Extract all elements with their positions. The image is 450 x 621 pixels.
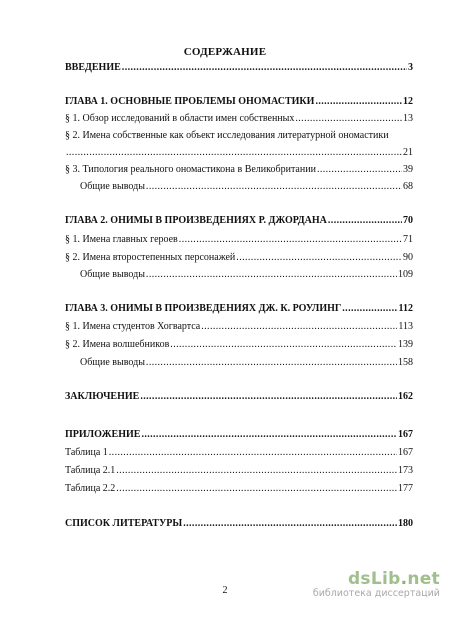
toc-entry-chapter-1[interactable] [65, 96, 413, 108]
dot-leader [140, 391, 397, 403]
toc-entry-page: 180 [398, 518, 413, 529]
toc-entry-table-2-1[interactable] [65, 465, 413, 477]
toc-entry-label: ЗАКЛЮЧЕНИЕ [65, 391, 140, 402]
toc-entry-page: 21 [403, 147, 413, 158]
toc-entry-chapter-3-conclusions[interactable] [80, 357, 413, 369]
toc-entry-chapter-2-section-2[interactable] [65, 252, 413, 264]
toc-entry-chapter-1-section-1[interactable] [65, 113, 413, 125]
toc-entry-label: § 1. Имена главных героев [65, 234, 178, 245]
toc-entry-chapter-3-section-2[interactable] [65, 339, 413, 351]
toc-entry-chapter-2-section-1[interactable] [65, 234, 413, 246]
dot-leader [116, 483, 397, 495]
toc-entry-page: 113 [398, 321, 413, 332]
dot-leader [146, 357, 397, 369]
watermark [270, 569, 440, 599]
toc-entry-page: 12 [403, 96, 413, 107]
dot-leader [317, 164, 402, 176]
toc-entry-chapter-1-section-2-line-1[interactable]: § 2. Имена собственные как объект исследования литературной ономастики [65, 130, 389, 141]
toc-entry-label: Таблица 1 [65, 447, 108, 458]
toc-entry-page: 158 [398, 357, 413, 368]
dot-leader [179, 234, 402, 246]
dot-leader [183, 518, 397, 530]
dot-leader [201, 321, 397, 333]
dot-leader [295, 113, 402, 125]
toc-entry-label: ВВЕДЕНИЕ [65, 62, 121, 73]
toc-entry-label: ГЛАВА 1. ОСНОВНЫЕ ПРОБЛЕМЫ ОНОМАСТИКИ [65, 96, 315, 107]
toc-entry-page: 70 [403, 215, 413, 226]
toc-entry-appendix[interactable] [65, 429, 413, 441]
dot-leader [146, 269, 397, 281]
toc-entry-page: 139 [398, 339, 413, 350]
watermark-subtitle: библиотека диссертаций [312, 588, 440, 599]
toc-entry-label: Общие выводы [80, 269, 145, 280]
watermark-logo-dot: . [400, 569, 408, 589]
toc-entry-label: СПИСОК ЛИТЕРАТУРЫ [65, 518, 183, 529]
dot-leader [328, 215, 402, 227]
toc-entry-label: § 2. Имена волшебников [65, 339, 170, 350]
toc-entry-chapter-3-section-1[interactable] [65, 321, 413, 333]
toc-entry-page: 162 [398, 391, 413, 402]
dot-leader [146, 181, 402, 193]
toc-entry-page: 167 [398, 429, 413, 440]
toc-entry-page: 112 [398, 303, 413, 314]
toc-entry-page: 109 [398, 269, 413, 280]
toc-entry-label: Общие выводы [80, 357, 145, 368]
toc-entry-introduction[interactable] [65, 62, 413, 74]
toc-entry-label: ПРИЛОЖЕНИЕ [65, 429, 141, 440]
dot-leader [122, 62, 407, 74]
dot-leader [66, 147, 402, 159]
toc-entry-page: 90 [403, 252, 413, 263]
toc-entry-table-2-2[interactable] [65, 483, 413, 495]
dot-leader [170, 339, 397, 351]
toc-entry-chapter-1-conclusions[interactable] [80, 181, 413, 193]
toc-entry-table-1[interactable] [65, 447, 413, 459]
watermark-logo-main: dsLib [347, 569, 401, 589]
toc-entry-chapter-2[interactable] [65, 215, 413, 227]
toc-entry-label: § 2. Имена второстепенных персонажей [65, 252, 236, 263]
watermark-logo-tld: net [407, 569, 440, 589]
toc-entry-label: ГЛАВА 3. ОНИМЫ В ПРОИЗВЕДЕНИЯХ ДЖ. К. РОУЛИНГ [65, 303, 342, 314]
dot-leader [109, 447, 397, 459]
dot-leader [342, 303, 397, 315]
toc-entry-label: Таблица 2.2 [65, 483, 116, 494]
toc-entry-label: ГЛАВА 2. ОНИМЫ В ПРОИЗВЕДЕНИЯХ Р. ДЖОРДАНА [65, 215, 327, 226]
toc-entry-label: § 1. Имена студентов Хогвартса [65, 321, 201, 332]
toc-entry-page: 167 [398, 447, 413, 458]
dot-leader [315, 96, 402, 108]
toc-entry-label: Общие выводы [80, 181, 145, 192]
toc-entry-page: 39 [403, 164, 413, 175]
toc-entry-label: § 3. Типология реального ономастикона в Великобритании [65, 164, 316, 175]
toc-entry-page: 3 [408, 62, 413, 73]
toc-entry-page: 68 [403, 181, 413, 192]
toc-entry-page: 13 [403, 113, 413, 124]
toc-entry-chapter-1-section-2-line-2[interactable] [65, 147, 413, 159]
toc-entry-conclusion[interactable] [65, 391, 413, 403]
toc-entry-chapter-3[interactable] [65, 303, 413, 315]
page-number: 2 [222, 585, 228, 596]
toc-entry-chapter-1-section-3[interactable] [65, 164, 413, 176]
toc-entry-page: 71 [403, 234, 413, 245]
toc-title: СОДЕРЖАНИЕ [183, 46, 267, 58]
toc-entry-chapter-2-conclusions[interactable] [80, 269, 413, 281]
dot-leader [116, 465, 397, 477]
toc-entry-page: 177 [398, 483, 413, 494]
dot-leader [236, 252, 402, 264]
watermark-logo [270, 569, 440, 589]
dot-leader [141, 429, 397, 441]
toc-entry-page: 173 [398, 465, 413, 476]
toc-entry-references[interactable] [65, 518, 413, 530]
toc-entry-label: Таблица 2.1 [65, 465, 116, 476]
toc-entry-label: § 1. Обзор исследований в области имен собственных [65, 113, 295, 124]
